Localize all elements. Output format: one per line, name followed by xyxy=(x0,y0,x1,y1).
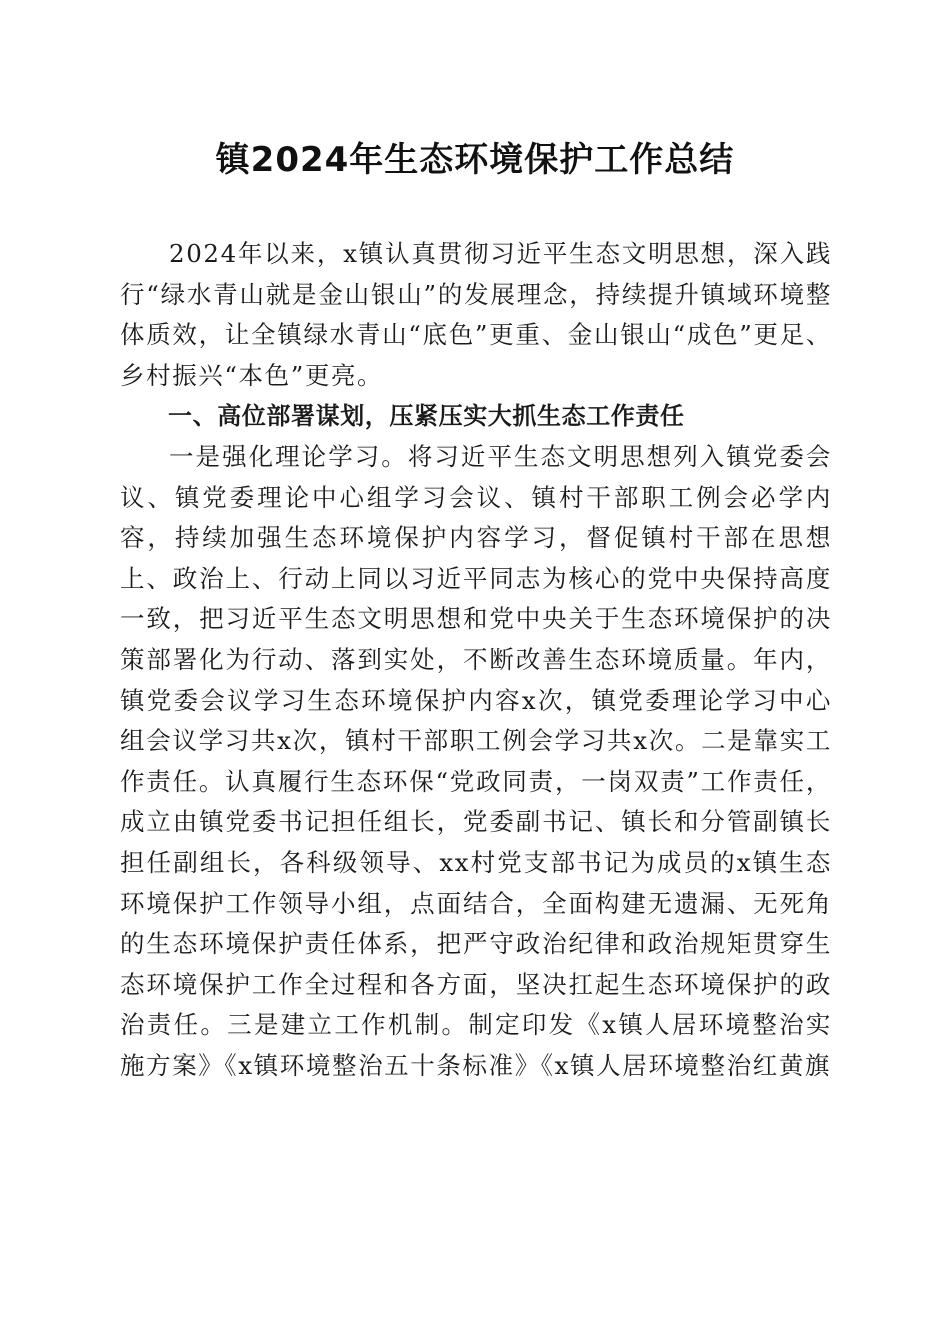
intro-paragraph: 2024年以来，x镇认真贯彻习近平生态文明思想，深入践行“绿水青山就是金山银山”的发展理念，持续提升镇域环境整体质效，让全镇绿水青山“底色”更重、金山银山“成色”更足、乡村振兴“本色”更亮。 xyxy=(120,239,832,390)
section-heading: 一、高位部署谋划，压紧压实大抓生态工作责任 xyxy=(168,402,685,431)
document-body xyxy=(120,234,832,1086)
document-title: 镇2024年生态环境保护工作总结 xyxy=(215,140,735,180)
section-paragraph: 一是强化理论学习。将习近平生态文明思想列入镇党委会议、镇党委理论中心组学习会议、镇村干部职工例会必学内容，持续加强生态环境保护内容学习，督促镇村干部在思想上、政治上、行动上同以习近平同志为核心的党中央保持高度一致，把习近平生态文明思想和党中央关于生态环境保护的决策部署化为行动、落到实处，不断改善生态环境质量。年内，镇党委会议学习生态环境保护内容x次，镇党委理论学习中心组会议学习共x次，镇村干部职工例会学习共x次。二是靠实工作责任。认真履行生态环保“党政同责，一岗双责”工作责任，成立由镇党委书记担任组长，党委副书记、镇长和分管副镇长担任副组长，各科级领导、xx村党支部书记为成员的x镇生态环境保护工作领导小组，点面结合，全面构建无遗漏、无死角的生态环境保护责任体系，把严守政治纪律和政治规矩贯穿生态环境保护工作全过程和各方面，坚决扛起生态环境保护的政治责任。三是建立工作机制。制定印发《x镇人居环境整治实施方案》《x镇环境整治五十条标准》《x镇人居环境整治红黄旗 xyxy=(120,441,832,1080)
